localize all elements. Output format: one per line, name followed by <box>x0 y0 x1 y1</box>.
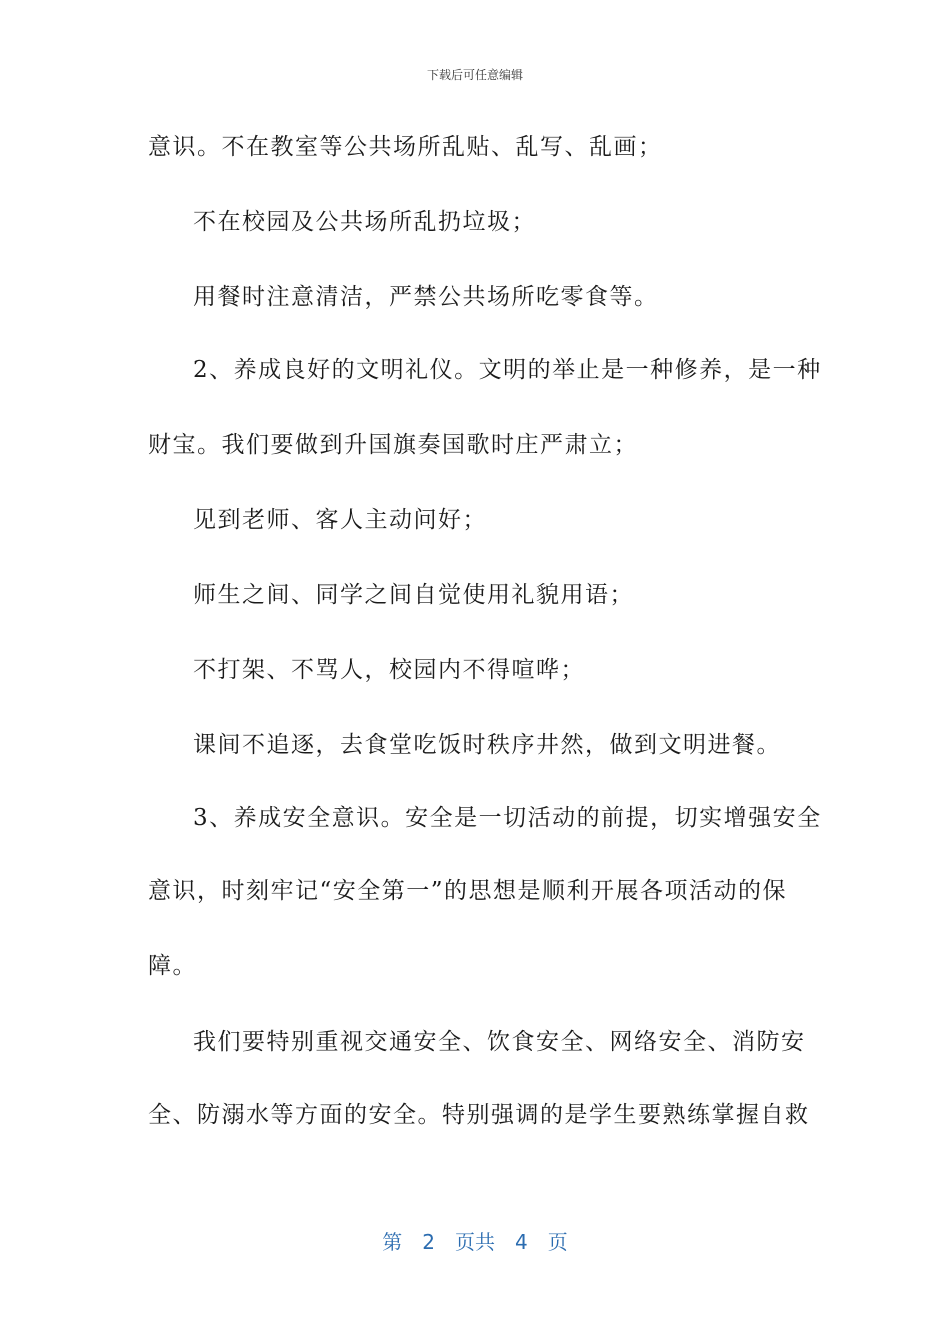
text-line: 不打架、不骂人，校园内不得喧哗； <box>193 657 585 683</box>
text-line: 用餐时注意清洁，严禁公共场所吃零食等。 <box>193 284 659 310</box>
text-line: 意识。不在教室等公共场所乱贴、乱写、乱画； <box>148 134 663 160</box>
text-line: 障。 <box>148 953 197 979</box>
current-page-number: 2 <box>422 1230 435 1254</box>
page-footer <box>0 1226 950 1255</box>
text-line: 不在校园及公共场所乱扔垃圾； <box>193 209 536 235</box>
text-line: 见到老师、客人主动问好； <box>193 507 487 533</box>
footer-middle: 页共 <box>455 1230 495 1254</box>
text-line: 我们要特别重视交通安全、饮食安全、网络安全、消防安 <box>193 1029 806 1055</box>
footer-prefix: 第 <box>382 1230 403 1254</box>
text-line: 财宝。我们要做到升国旗奏国歌时庄严肃立； <box>148 432 638 458</box>
text-line: 课间不追逐，去食堂吃饭时秩序井然，做到文明进餐。 <box>193 732 781 758</box>
page-header: 下载后可任意编辑 <box>426 68 523 82</box>
text-line: 师生之间、同学之间自觉使用礼貌用语； <box>193 582 634 608</box>
text-line: 2、养成良好的文明礼仪。文明的举止是一种修养，是一种 <box>193 357 822 383</box>
total-pages-number: 4 <box>515 1230 528 1254</box>
text-line: 意识，时刻牢记“安全第一”的思想是顺利开展各项活动的保 <box>148 878 788 904</box>
footer-suffix: 页 <box>547 1230 568 1254</box>
text-line: 全、防溺水等方面的安全。特别强调的是学生要熟练掌握自救 <box>148 1102 810 1128</box>
text-line: 3、养成安全意识。安全是一切活动的前提，切实增强安全 <box>193 805 822 831</box>
